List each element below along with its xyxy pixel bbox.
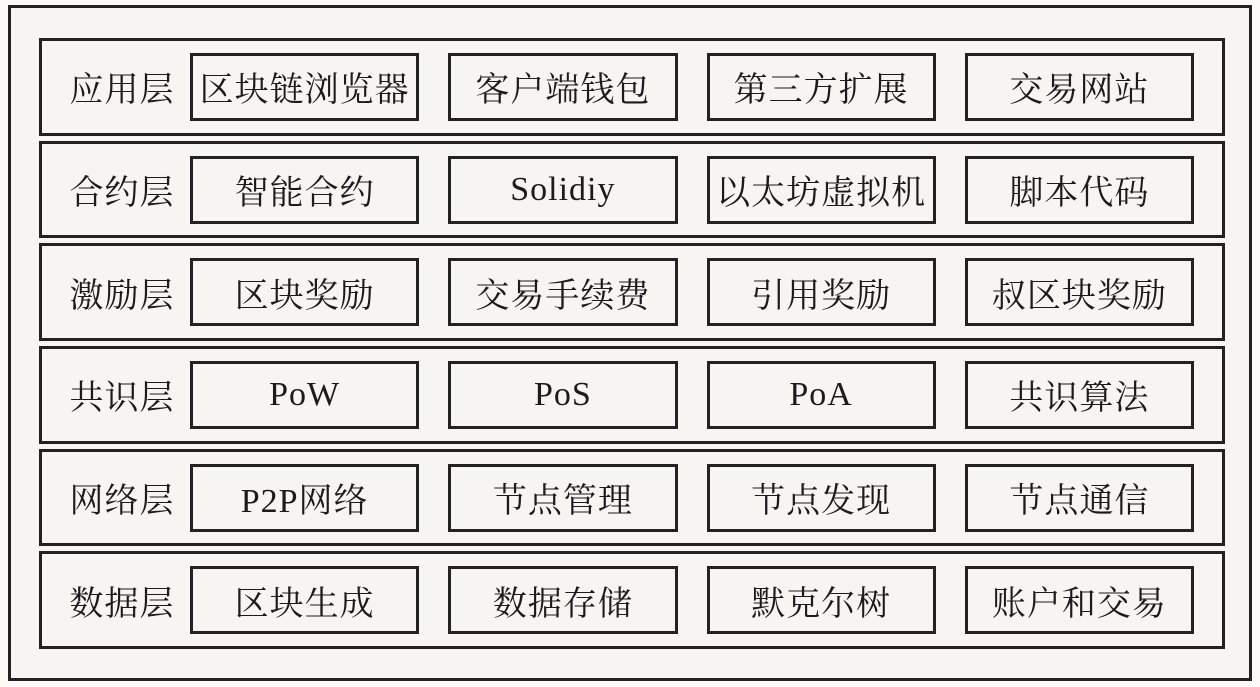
layer-box: P2P网络 [190, 464, 419, 532]
layer-label: 网络层 [69, 483, 175, 521]
layer-row [39, 141, 1225, 239]
layer-box: 账户和交易 [965, 566, 1194, 634]
layer-label: 数据层 [69, 585, 175, 623]
layer-box: 节点通信 [965, 464, 1194, 532]
layers-container [39, 38, 1225, 649]
layer-boxes [190, 53, 1194, 121]
layer-label: 激励层 [69, 277, 175, 315]
layer-box: 引用奖励 [707, 258, 936, 326]
layer-box: PoW [190, 361, 419, 429]
layer-box: 交易手续费 [448, 258, 677, 326]
layer-box: 节点发现 [707, 464, 936, 532]
layer-row [39, 449, 1225, 547]
layer-row [39, 38, 1225, 136]
layer-row [39, 346, 1225, 444]
layer-boxes [190, 361, 1194, 429]
layer-box: 区块奖励 [190, 258, 419, 326]
layer-box: 交易网站 [965, 53, 1194, 121]
layer-box: PoS [448, 361, 677, 429]
layer-row [39, 243, 1225, 341]
layer-box: 第三方扩展 [707, 53, 936, 121]
layer-box: 区块生成 [190, 566, 419, 634]
layer-boxes [190, 464, 1194, 532]
layer-box: PoA [707, 361, 936, 429]
layer-box: 数据存储 [448, 566, 677, 634]
layer-box: 节点管理 [448, 464, 677, 532]
layer-boxes [190, 566, 1194, 634]
layer-label: 应用层 [69, 72, 175, 110]
layer-label: 共识层 [69, 380, 175, 418]
layer-box: 区块链浏览器 [190, 53, 419, 121]
layer-box: 客户端钱包 [448, 53, 677, 121]
layer-label: 合约层 [69, 175, 175, 212]
layer-box: 叔区块奖励 [965, 258, 1194, 326]
layer-row [39, 551, 1225, 649]
layer-box: 智能合约 [190, 156, 419, 224]
layer-box: 共识算法 [965, 361, 1194, 429]
layer-boxes [190, 156, 1194, 224]
diagram-outer-frame [8, 5, 1252, 681]
layer-box: Solidiy [448, 156, 677, 224]
layer-box: 脚本代码 [965, 156, 1194, 224]
layer-boxes [190, 258, 1194, 326]
layer-box: 以太坊虚拟机 [707, 156, 936, 224]
layer-box: 默克尔树 [707, 566, 936, 634]
